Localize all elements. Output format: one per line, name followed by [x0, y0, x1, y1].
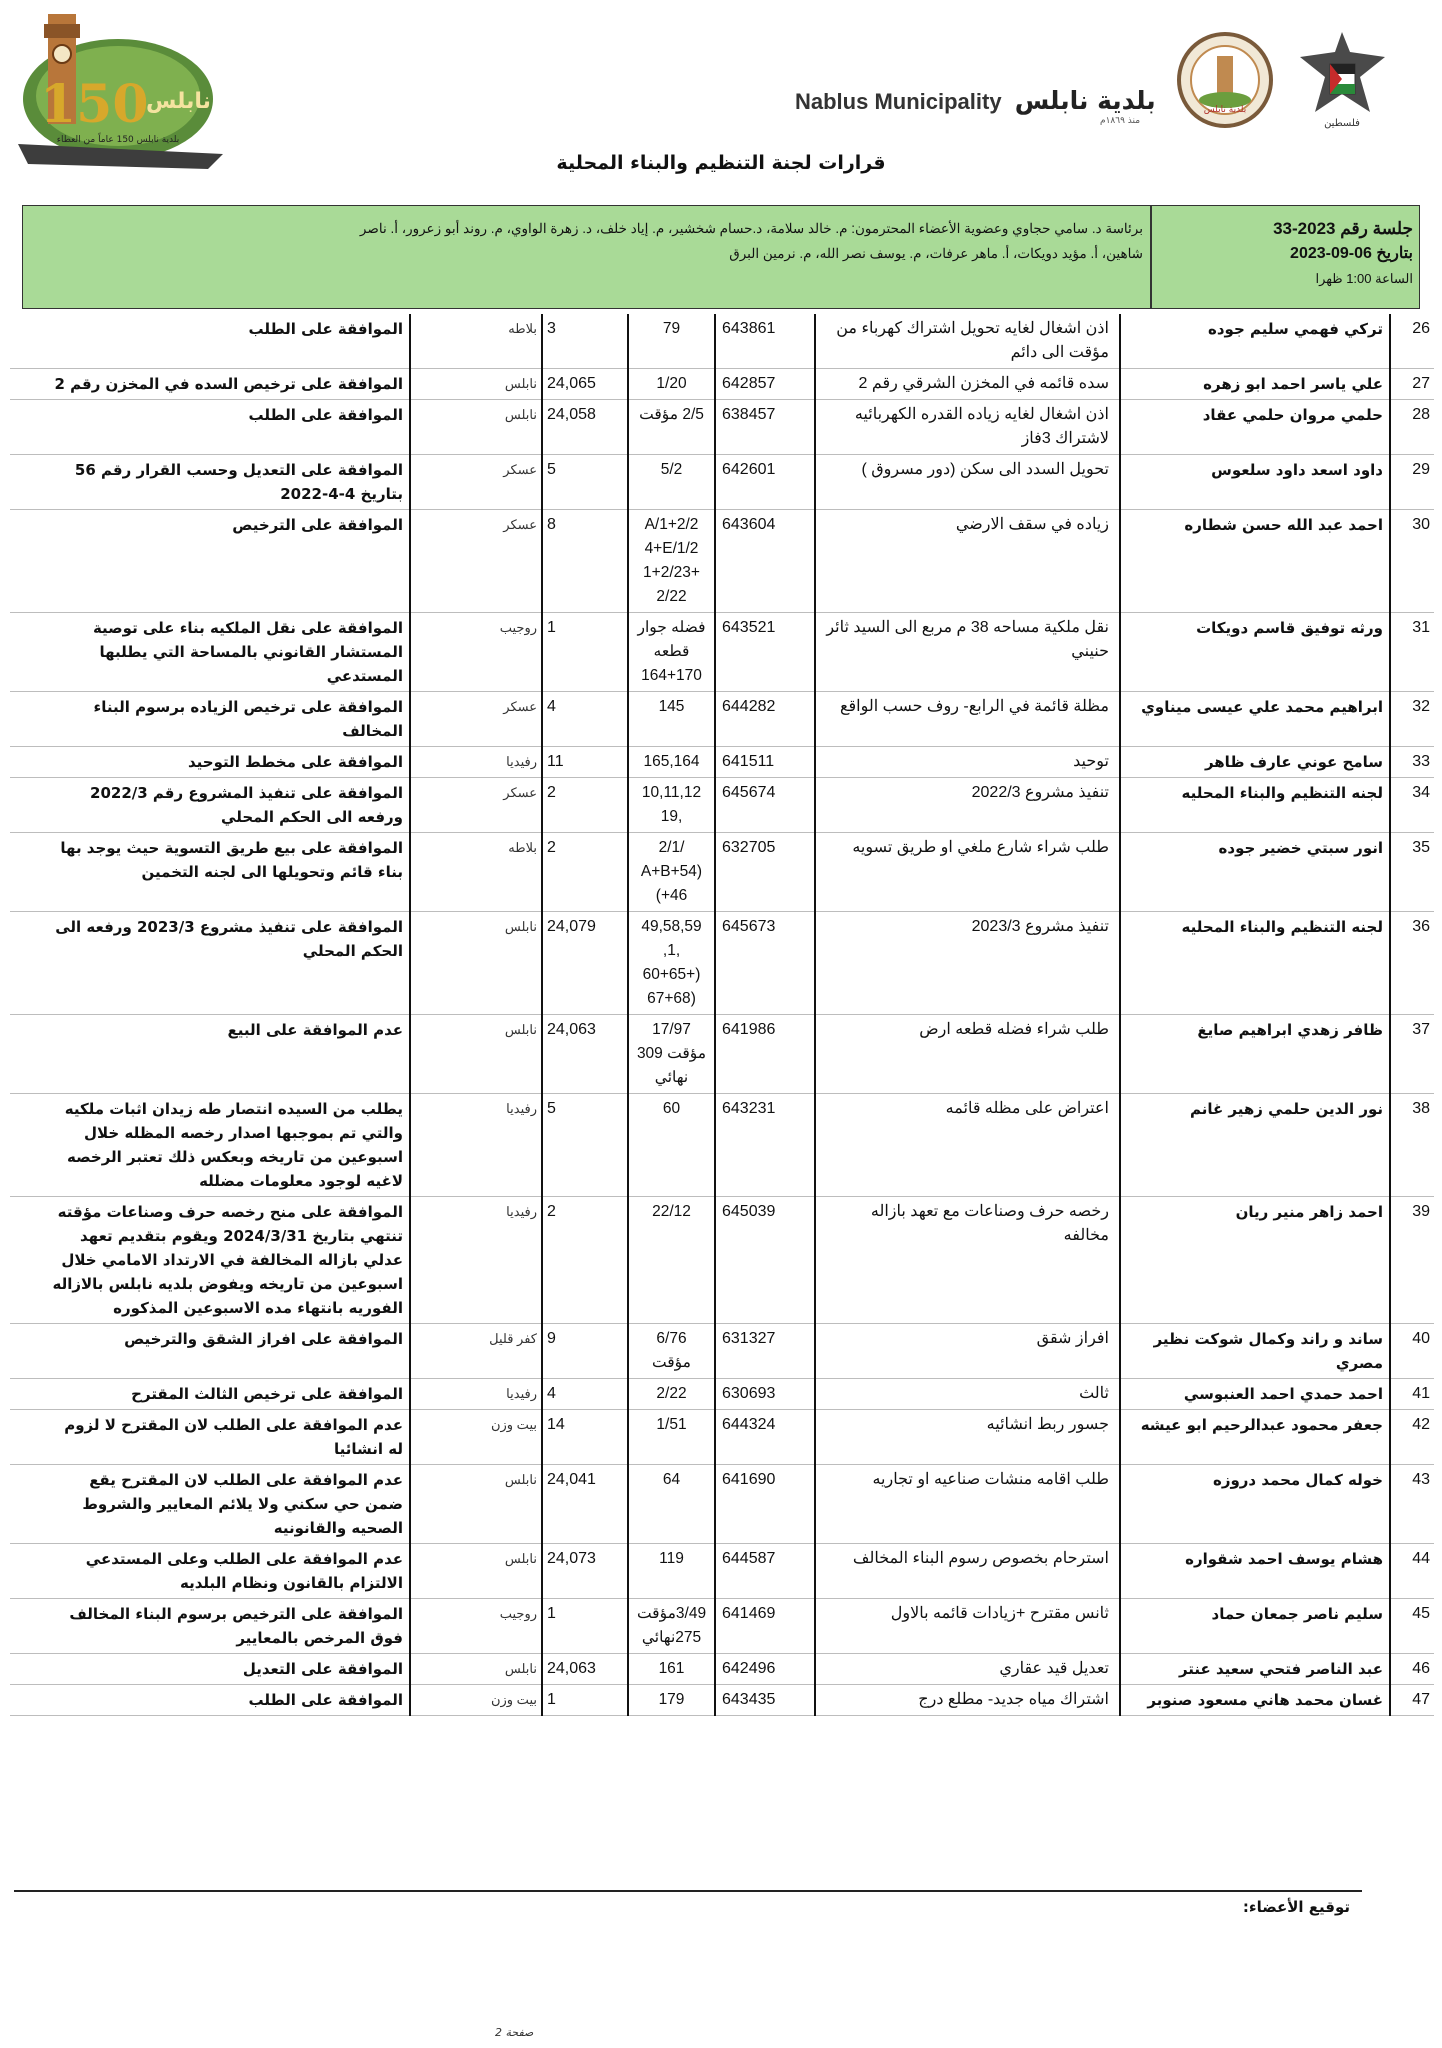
request-number: 645039: [715, 1197, 815, 1324]
committee-decision: الموافقة على الطلب: [10, 1685, 410, 1716]
request-number: 641690: [715, 1465, 815, 1544]
plot-number: 60: [628, 1094, 715, 1197]
basin-number: 5: [542, 1094, 628, 1197]
plot-number: 1/51: [628, 1410, 715, 1465]
table-row: [10, 1379, 1434, 1410]
row-number: 40: [1390, 1324, 1434, 1379]
area-name: نابلس: [410, 1015, 542, 1094]
request-description: تنفيذ مشروع 2022/3: [815, 778, 1120, 833]
session-info-box: [22, 205, 1420, 309]
committee-decision: عدم الموافقة على الطلب وعلى المستدعي الالتزام بالقانون ونظام البلديه: [10, 1544, 410, 1599]
request-description: تحويل السدد الى سكن (دور مسروق ): [815, 455, 1120, 510]
applicant-name: لجنه التنظيم والبناء المحليه: [1120, 912, 1390, 1015]
basin-number: 9: [542, 1324, 628, 1379]
area-name: بيت وزن: [410, 1410, 542, 1465]
signature-divider: [14, 1890, 1362, 1892]
basin-number: 5: [542, 455, 628, 510]
table-row: [10, 1324, 1434, 1379]
applicant-name: خوله كمال محمد دروزه: [1120, 1465, 1390, 1544]
svg-text:فلسطين: فلسطين: [1324, 118, 1360, 129]
row-number: 27: [1390, 369, 1434, 400]
basin-number: 4: [542, 1379, 628, 1410]
basin-number: 1: [542, 1599, 628, 1654]
decisions-table: [10, 314, 1434, 1716]
committee-decision: الموافقة على ترخيص الثالث المقترح: [10, 1379, 410, 1410]
request-number: 632705: [715, 833, 815, 912]
area-name: عسكر: [410, 510, 542, 613]
plot-number: /2/1 A+B+54) +46): [628, 833, 715, 912]
row-number: 30: [1390, 510, 1434, 613]
request-number: 642496: [715, 1654, 815, 1685]
committee-decision: الموافقة على تنفيذ مشروع 2023/3 ورفعه الى الحكم المحلي: [10, 912, 410, 1015]
session-date: بتاريخ 06-09-2023: [1290, 245, 1413, 262]
request-number: 643861: [715, 314, 815, 369]
table-row: [10, 455, 1434, 510]
session-box-divider: [1150, 206, 1152, 308]
request-description: تنفيذ مشروع 2023/3: [815, 912, 1120, 1015]
row-number: 26: [1390, 314, 1434, 369]
area-name: نابلس: [410, 1544, 542, 1599]
area-name: عسكر: [410, 692, 542, 747]
municipality-seal-icon: [1175, 30, 1275, 130]
applicant-name: ظافر زهدي ابراهيم صايغ: [1120, 1015, 1390, 1094]
committee-decision: عدم الموافقة على الطلب لان المقترح يقع ضمن حي سكني ولا يلائم المعايير والشروط الصحيه والقانونيه: [10, 1465, 410, 1544]
committee-decision: الموافقة على ترخيص الزياده برسوم البناء المخالف: [10, 692, 410, 747]
plot-number: 1/20: [628, 369, 715, 400]
request-number: 641511: [715, 747, 815, 778]
request-number: 642601: [715, 455, 815, 510]
applicant-name: سليم ناصر جمعان حماد: [1120, 1599, 1390, 1654]
table-row: [10, 833, 1434, 912]
established-year: منذ ١٨٦٩م: [1100, 116, 1141, 126]
table-row: [10, 510, 1434, 613]
row-number: 38: [1390, 1094, 1434, 1197]
area-name: روجيب: [410, 1599, 542, 1654]
request-number: 643231: [715, 1094, 815, 1197]
row-number: 34: [1390, 778, 1434, 833]
brand-english: Nablus Municipality: [795, 89, 1002, 114]
table-row: [10, 747, 1434, 778]
svg-text:150: 150: [40, 74, 149, 135]
row-number: 29: [1390, 455, 1434, 510]
row-number: 41: [1390, 1379, 1434, 1410]
committee-decision: الموافقة على التعديل: [10, 1654, 410, 1685]
committee-members: [211, 216, 1143, 266]
committee-decision: الموافقة على الطلب: [10, 314, 410, 369]
committee-decision: الموافقة على نقل الملكيه بناء على توصية المستشار القانوني بالمساحة التي يطلبها المستدعي: [10, 613, 410, 692]
applicant-name: ساند و راند وكمال شوكت نظير مصري: [1120, 1324, 1390, 1379]
request-number: 641986: [715, 1015, 815, 1094]
table-row: [10, 778, 1434, 833]
row-number: 46: [1390, 1654, 1434, 1685]
committee-decision: الموافقة على الطلب: [10, 400, 410, 455]
request-description: استرحام بخصوص رسوم البناء المخالف: [815, 1544, 1120, 1599]
basin-number: 24,063: [542, 1654, 628, 1685]
svg-text:نابلس: نابلس: [146, 89, 211, 114]
area-name: نابلس: [410, 400, 542, 455]
request-description: افراز شقق: [815, 1324, 1120, 1379]
applicant-name: عبد الناصر فتحي سعيد عنتر: [1120, 1654, 1390, 1685]
request-description: رخصه حرف وصناعات مع تعهد بازاله مخالفه: [815, 1197, 1120, 1324]
row-number: 47: [1390, 1685, 1434, 1716]
request-description: طلب شراء شارع ملغي او طريق تسويه: [815, 833, 1120, 912]
applicant-name: حلمي مروان حلمي عقاد: [1120, 400, 1390, 455]
table-row: [10, 1197, 1434, 1324]
request-number: 645674: [715, 778, 815, 833]
plot-number: 179: [628, 1685, 715, 1716]
row-number: 28: [1390, 400, 1434, 455]
area-name: رفيديا: [410, 1094, 542, 1197]
request-description: ثالث: [815, 1379, 1120, 1410]
committee-decision: يطلب من السيده انتصار طه زيدان اثبات ملكيه والتي تم بموجبها اصدار رخصه المظله خلال اسبوعين من تاريخه وبعكس ذلك تعتبر الرخصه لاغيه لوجود معلومات مضلله: [10, 1094, 410, 1197]
request-description: اذن اشغال لغايه زياده القدره الكهربائيه لاشتراك 3فاز: [815, 400, 1120, 455]
row-number: 45: [1390, 1599, 1434, 1654]
applicant-name: احمد زاهر منير ريان: [1120, 1197, 1390, 1324]
table-row: [10, 369, 1434, 400]
committee-decision: الموافقة على مخطط التوحيد: [10, 747, 410, 778]
area-name: نابلس: [410, 1654, 542, 1685]
area-name: بيت وزن: [410, 1685, 542, 1716]
plot-number: 22/12: [628, 1197, 715, 1324]
row-number: 44: [1390, 1544, 1434, 1599]
municipality-brand: [795, 86, 1175, 126]
row-number: 37: [1390, 1015, 1434, 1094]
page-number: صفحة 2: [495, 2026, 534, 2039]
row-number: 35: [1390, 833, 1434, 912]
request-description: توحيد: [815, 747, 1120, 778]
applicant-name: احمد عبد الله حسن شطاره: [1120, 510, 1390, 613]
svg-text:بلدية نابلس 150 عاماً من العطا: بلدية نابلس 150 عاماً من العطاء: [56, 135, 180, 145]
committee-decision: الموافقة على ترخيص السده في المخزن رقم 2: [10, 369, 410, 400]
row-number: 36: [1390, 912, 1434, 1015]
committee-decision: الموافقة على تنفيذ المشروع رقم 2022/3 ورفعه الى الحكم المحلي: [10, 778, 410, 833]
row-number: 39: [1390, 1197, 1434, 1324]
request-description: سده قائمه في المخزن الشرقي رقم 2: [815, 369, 1120, 400]
plot-number: 64: [628, 1465, 715, 1544]
request-number: 644324: [715, 1410, 815, 1465]
applicant-name: انور سبتي خضير جوده: [1120, 833, 1390, 912]
decisions-table-wrap: [10, 314, 1434, 1716]
area-name: نابلس: [410, 1465, 542, 1544]
plot-number: 161: [628, 1654, 715, 1685]
basin-number: 2: [542, 778, 628, 833]
request-number: 643435: [715, 1685, 815, 1716]
session-number: جلسة رقم 2023-33: [1273, 219, 1413, 238]
table-row: [10, 314, 1434, 369]
committee-decision: الموافقة على افراز الشقق والترخيص: [10, 1324, 410, 1379]
applicant-name: جعفر محمود عبدالرحيم ابو عيشه: [1120, 1410, 1390, 1465]
applicant-name: غسان محمد هاني مسعود صنوبر: [1120, 1685, 1390, 1716]
basin-number: 24,073: [542, 1544, 628, 1599]
committee-decision: الموافقة على الترخيص برسوم البناء المخالف فوق المرخص بالمعايير: [10, 1599, 410, 1654]
svg-text:بلدية نابلس: بلدية نابلس: [1203, 105, 1247, 115]
committee-decision: الموافقة على الترخيص: [10, 510, 410, 613]
area-name: روجيب: [410, 613, 542, 692]
plot-number: 2/22: [628, 1379, 715, 1410]
basin-number: 3: [542, 314, 628, 369]
request-description: اعتراض على مظله قائمه: [815, 1094, 1120, 1197]
applicant-name: علي ياسر احمد ابو زهره: [1120, 369, 1390, 400]
table-row: [10, 613, 1434, 692]
request-number: 638457: [715, 400, 815, 455]
area-name: كفر قليل: [410, 1324, 542, 1379]
applicant-name: تركي فهمي سليم جوده: [1120, 314, 1390, 369]
plot-number: 6/76 مؤقت: [628, 1324, 715, 1379]
plot-number: 119: [628, 1544, 715, 1599]
request-description: ثانس مقترح +زيادات قائمه بالاول: [815, 1599, 1120, 1654]
basin-number: 24,063: [542, 1015, 628, 1094]
request-number: 644282: [715, 692, 815, 747]
members-line-1: برئاسة د. سامي حجاوي وعضوية الأعضاء المحترمون: م. خالد سلامة، د.حسام شخشير، م. إياد خلف، د. زهرة الواوي، م. روند أبو زعرور، أ. ناصر: [359, 221, 1143, 236]
plot-number: فضله جوار قطعه 170+164: [628, 613, 715, 692]
basin-number: 1: [542, 1685, 628, 1716]
plot-number: 5/2: [628, 455, 715, 510]
applicant-name: احمد حمدي احمد العنبوسي: [1120, 1379, 1390, 1410]
table-row: [10, 912, 1434, 1015]
committee-decision: عدم الموافقة على البيع: [10, 1015, 410, 1094]
plot-number: A/1+2/2 4+E/1/2 1+2/23+ 2/22: [628, 510, 715, 613]
row-number: 43: [1390, 1465, 1434, 1544]
area-name: عسكر: [410, 455, 542, 510]
request-description: جسور ربط انشائيه: [815, 1410, 1120, 1465]
table-row: [10, 1410, 1434, 1465]
document-title: قرارات لجنة التنظيم والبناء المحلية: [556, 152, 886, 174]
request-number: 644587: [715, 1544, 815, 1599]
row-number: 32: [1390, 692, 1434, 747]
request-number: 641469: [715, 1599, 815, 1654]
basin-number: 2: [542, 833, 628, 912]
table-row: [10, 1015, 1434, 1094]
request-number: 630693: [715, 1379, 815, 1410]
area-name: رفيديا: [410, 1197, 542, 1324]
plot-number: 49,58,59 ,1, (+60+65 (67+68: [628, 912, 715, 1015]
applicant-name: ورثه توفيق قاسم دويكات: [1120, 613, 1390, 692]
table-row: [10, 1465, 1434, 1544]
area-name: نابلس: [410, 369, 542, 400]
request-description: مظلة قائمة في الرابع- روف حسب الواقع: [815, 692, 1120, 747]
area-name: بلاطه: [410, 314, 542, 369]
request-number: 631327: [715, 1324, 815, 1379]
basin-number: 8: [542, 510, 628, 613]
basin-number: 1: [542, 613, 628, 692]
members-line-2: شاهين، أ. مؤيد دويكات، أ. ماهر عرفات، م. يوسف نصر الله، م. نرمين البرق: [729, 246, 1143, 261]
session-time: الساعة 1:00 ظهرا: [1315, 271, 1413, 286]
basin-number: 11: [542, 747, 628, 778]
committee-decision: الموافقة على التعديل وحسب القرار رقم 56 بتاريخ 4-4-2022: [10, 455, 410, 510]
committee-decision: الموافقة على منح رخصه حرف وصناعات مؤقته تنتهي بتاريخ 2024/3/31 ويقوم بتقديم تعهد عدلي بازاله المخالفة في الارتداد الامامي خلال اسبوعين من تاريخه ويفوض بلديه نابلس بالازاله الفوريه بانتهاء مده الاسبوعين المذكوره: [10, 1197, 410, 1324]
brand-arabic: بلدية نابلس: [1014, 86, 1156, 115]
area-name: نابلس: [410, 912, 542, 1015]
basin-number: 24,065: [542, 369, 628, 400]
request-number: 643521: [715, 613, 815, 692]
basin-number: 24,058: [542, 400, 628, 455]
table-row: [10, 1599, 1434, 1654]
basin-number: 2: [542, 1197, 628, 1324]
committee-decision: الموافقة على بيع طريق التسوية حيث يوجد بها بناء قائم وتحويلها الى لجنه التخمين: [10, 833, 410, 912]
area-name: رفيديا: [410, 747, 542, 778]
request-description: تعديل قيد عقاري: [815, 1654, 1120, 1685]
row-number: 33: [1390, 747, 1434, 778]
session-details: [1158, 216, 1413, 291]
request-description: طلب شراء فضله قطعه ارض: [815, 1015, 1120, 1094]
decisions-table-body: [10, 314, 1434, 1716]
request-description: زياده في سقف الارضي: [815, 510, 1120, 613]
applicant-name: ابراهيم محمد علي عيسى ميناوي: [1120, 692, 1390, 747]
applicant-name: نور الدين حلمي زهير غانم: [1120, 1094, 1390, 1197]
area-name: عسكر: [410, 778, 542, 833]
plot-number: 145: [628, 692, 715, 747]
palestine-eagle-emblem-icon: [1290, 22, 1395, 132]
plot-number: 165,164: [628, 747, 715, 778]
basin-number: 4: [542, 692, 628, 747]
plot-number: 2/5 مؤقت: [628, 400, 715, 455]
applicant-name: لجنه التنظيم والبناء المحليه: [1120, 778, 1390, 833]
table-row: [10, 692, 1434, 747]
row-number: 42: [1390, 1410, 1434, 1465]
request-description: اشتراك مياه جديد- مطلع درج: [815, 1685, 1120, 1716]
row-number: 31: [1390, 613, 1434, 692]
table-row: [10, 1094, 1434, 1197]
basin-number: 14: [542, 1410, 628, 1465]
area-name: رفيديا: [410, 1379, 542, 1410]
table-row: [10, 1544, 1434, 1599]
plot-number: 79: [628, 314, 715, 369]
request-number: 643604: [715, 510, 815, 613]
basin-number: 24,079: [542, 912, 628, 1015]
request-description: طلب اقامه منشات صناعيه او تجاريه: [815, 1465, 1120, 1544]
plot-number: 3/49مؤقت 275نهائي: [628, 1599, 715, 1654]
request-description: اذن اشغال لغايه تحويل اشتراك كهرباء من مؤقت الى دائم: [815, 314, 1120, 369]
basin-number: 24,041: [542, 1465, 628, 1544]
applicant-name: داود اسعد داود سلعوس: [1120, 455, 1390, 510]
area-name: بلاطه: [410, 833, 542, 912]
plot-number: 17/97 مؤقت 309 نهائي: [628, 1015, 715, 1094]
applicant-name: هشام يوسف احمد شقواره: [1120, 1544, 1390, 1599]
table-row: [10, 1654, 1434, 1685]
nablus-150-logo: [8, 4, 228, 176]
table-row: [10, 1685, 1434, 1716]
members-signature-label: توقيع الأعضاء:: [1242, 1898, 1350, 1916]
table-row: [10, 400, 1434, 455]
applicant-name: سامح عوني عارف ظاهر: [1120, 747, 1390, 778]
plot-number: 10,11,12 ,19: [628, 778, 715, 833]
request-description: نقل ملكية مساحه 38 م مربع الى السيد ثائر حنيني: [815, 613, 1120, 692]
request-number: 642857: [715, 369, 815, 400]
committee-decision: عدم الموافقة على الطلب لان المقترح لا لزوم له انشائيا: [10, 1410, 410, 1465]
request-number: 645673: [715, 912, 815, 1015]
